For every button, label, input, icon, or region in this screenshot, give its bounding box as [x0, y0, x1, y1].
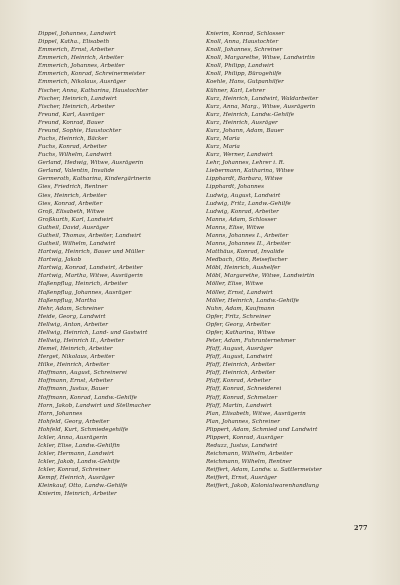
directory-entry: Reduzz, Justus, Landwirt: [206, 442, 278, 449]
directory-entry: Ickler, Elise, Landw.-Gehilfin: [38, 442, 120, 449]
directory-entry: Kurz, Maria: [206, 144, 240, 151]
directory-entry: Manns, Adam, Schlosser: [206, 216, 277, 223]
directory-entry: Reichmann, Wilhelm, Arbeiter: [206, 451, 293, 458]
directory-entry: Knoll, Johannes, Schreiner: [206, 47, 283, 54]
directory-entry: Pfaff, Martin, Landwirt: [206, 402, 272, 409]
directory-entry: Freund, Karl, Ausräger: [38, 111, 105, 118]
directory-entry: Plippert, Konrad, Ausräger: [206, 434, 284, 441]
directory-entry: Freund, Konrad, Bauer: [38, 119, 104, 126]
directory-entry: Plan, Elisabeth, Witwe, Ausrägerin: [206, 410, 306, 417]
directory-entry: Haßenpflug, Heinrich, Arbeiter: [38, 281, 128, 288]
directory-entry: Hartwig, Martha, Witwe, Ausrägerin: [38, 273, 143, 280]
directory-entry: Heide, Georg, Landwirt: [38, 313, 106, 320]
directory-entry: Hoffmann, Justus, Bauer: [38, 386, 109, 393]
directory-entry: Hoffmann, Konrad, Landw.-Gehilfe: [38, 394, 137, 401]
directory-entry: Hartwig, Jakob: [38, 257, 82, 264]
directory-entry: Hemel, Heinrich, Arbeiter: [38, 346, 113, 353]
directory-entry: Plippert, Adam, Schmied und Landwirt: [206, 426, 318, 433]
directory-entry: Knierim, Heinrich, Arbeiter: [38, 491, 117, 498]
directory-entry: Möller, Elise, Witwe: [206, 281, 264, 288]
directory-entry: Gerland, Hedwig, Witwe, Ausrägerin: [38, 160, 144, 167]
directory-entry: Hellwig, Anton, Arbeiter: [38, 321, 109, 328]
directory-entry: Liebermann, Katharina, Witwe: [206, 168, 294, 175]
directory-entry: Großkurth, Karl, Landwirt: [38, 216, 114, 223]
directory-entry: Gerland, Valentin, Invalide: [38, 168, 115, 175]
directory-entry: Fischer, Heinrich, Arbeiter: [38, 103, 115, 110]
directory-entry: Kühner, Karl, Lehrer: [206, 87, 266, 94]
directory-entry: Lehr, Johannes, Lehrer i. R.: [206, 160, 285, 167]
directory-entry: Pfaff, Konrad, Schneiderei: [206, 386, 282, 393]
directory-entry: Emmerich, Ernst, Arbeiter: [38, 47, 114, 54]
directory-entry: Knoll, Philipp, Landwirt: [206, 63, 274, 70]
directory-entry: Horn, Jakob, Landwirt und Stellmacher: [38, 402, 151, 409]
directory-entry: Hoffmann, August, Schreinerei: [38, 370, 127, 377]
directory-entry: Kleinkauf, Otto, Landw.-Gehilfe: [38, 483, 128, 490]
directory-entry: Gies, Friedrich, Rentner: [38, 184, 108, 191]
directory-entry: Herget, Nikolaus, Arbeiter: [38, 354, 115, 361]
directory-entry: Pfaff, August, Ausräger: [206, 346, 273, 353]
directory-entry: Opfer, Georg, Arbeiter: [206, 321, 271, 328]
directory-entry: Hellwig, Heinrich II., Arbeiter: [38, 337, 125, 344]
directory-entry: Manns, Elise, Witwe: [206, 224, 265, 231]
directory-entry: Knoll, Anna, Haustochter: [206, 39, 279, 46]
directory-entry: Nuhn, Adam, Kaufmann: [206, 305, 275, 312]
directory-entry: Knierim, Konrad, Schlosser: [206, 31, 285, 37]
directory-entry: Hehr, Adam, Schreiner: [38, 305, 104, 312]
directory-entry: Knoll, Margarethe, Witwe, Landwirtin: [206, 55, 315, 62]
directory-entry: Hoffmann, Ernst, Arbeiter: [38, 378, 113, 385]
directory-entry: Manns, Johannes II., Arbeiter: [206, 241, 291, 248]
directory-entry: Emmerich, Heinrich, Arbeiter: [38, 55, 124, 62]
directory-entry: Kurz, Heinrich, Ausräger: [206, 119, 278, 126]
directory-entry: Pfaff, Heinrich, Arbeiter: [206, 370, 276, 377]
directory-entry: Kurz, Anna, Marg., Witwe, Ausrägerin: [206, 103, 316, 110]
directory-entry: Reiffert, Ernst, Ausräger: [206, 475, 277, 482]
directory-entry: Opfer, Katharina, Witwe: [206, 329, 276, 336]
directory-entry: Kurz, Heinrich, Landwirt, Waldarbeiter: [206, 95, 319, 102]
directory-entry: Germeroth, Katharina, Kindergärtnerin: [38, 176, 151, 183]
directory-entry: Dippel, Johannes, Landwirt: [38, 31, 116, 37]
directory-entry: Ickler, Anna, Ausrägerin: [38, 434, 108, 441]
directory-entry: Möller, Heinrich, Landw.-Gehilfe: [206, 297, 299, 304]
directory-entry: Groß, Elisabeth, Witwe: [38, 208, 105, 215]
directory-entry: Ludwig, August, Landwirt: [206, 192, 281, 199]
directory-entry: Reiffert, Adam, Landw. u. Sattlermeister: [206, 467, 322, 474]
directory-entry: Fuchs, Wilhelm, Landwirt: [38, 152, 112, 159]
directory-entry: Fuchs, Heinrich, Bäcker: [38, 136, 108, 143]
directory-entry: Kurz, Heinrich, Landw.-Gehilfe: [206, 111, 295, 118]
directory-entry: Horn, Johannes: [38, 410, 83, 417]
directory-entry: Reiffert, Jakob, Kolonialwarenhandlung: [206, 483, 319, 490]
right-column: [206, 30, 378, 490]
directory-entry: Reichmann, Wilhelm, Rentner: [206, 459, 292, 466]
directory-entry: Möller, Ernst, Landwirt: [206, 289, 273, 296]
directory-entry: Emmerich, Johannes, Arbeiter: [38, 63, 125, 70]
directory-entry: Freund, Sophie, Haustochter: [38, 127, 122, 134]
directory-entry: Opfer, Fritz, Schreiner: [206, 313, 271, 320]
directory-entry: Koehle, Hans, Gutpanhilfer: [206, 79, 284, 86]
directory-entry: Fischer, Heinrich, Landwirt: [38, 95, 117, 102]
directory-entry: Gutheil, Thomas, Arbeiter, Landwirt: [38, 232, 142, 239]
directory-entry: Lipphardt, Barbara, Witwe: [206, 176, 283, 183]
directory-entry: Peter, Adam, Fuhrunternehmer: [206, 337, 296, 344]
directory-entry: Matthäus, Konrad, Invalide: [206, 249, 284, 256]
directory-entry: Möbl, Margarethe, Witwe, Landwirtin: [206, 273, 315, 280]
directory-entry: Emmerich, Konrad, Schreinermeister: [38, 71, 146, 78]
directory-entry: Ickler, Konrad, Schreiner: [38, 467, 111, 474]
directory-entry: Gies, Heinrich, Arbeiter: [38, 192, 107, 199]
directory-entry: Medbach, Otto, Reisefischer: [206, 257, 288, 264]
directory-entry: Dippel, Katha., Elisabeth: [38, 39, 110, 46]
directory-entry: Manns, Johannes I., Arbeiter: [206, 232, 289, 239]
directory-entry: Ludwig, Konrad, Arbeiter: [206, 208, 279, 215]
directory-entry: Emmerich, Nikolaus, Ausräger: [38, 79, 126, 86]
directory-entry: Kempf, Heinrich, Ausräger: [38, 475, 115, 482]
directory-entry: Haßenpflug, Johannes, Ausräger: [38, 289, 132, 296]
directory-entry: Gies, Konrad, Arbeiter: [38, 200, 103, 207]
directory-entry: Kurz, Maria: [206, 136, 240, 143]
directory-entry: Fischer, Anna, Katharina, Haustochter: [38, 87, 149, 94]
directory-entry: Kurz, Werner, Landwirt: [206, 152, 273, 159]
directory-entry: Möbl, Heinrich, Aushelfer: [206, 265, 281, 272]
directory-entry: Knoll, Philipp, Bürogehilfe: [206, 71, 282, 78]
directory-entry: Pfaff, Konrad, Arbeiter: [206, 378, 271, 385]
directory-entry: Hellwig, Heinrich, Land- und Gastwirt: [38, 329, 148, 336]
directory-entry: Ludwig, Fritz, Landw.-Gehilfe: [206, 200, 291, 207]
directory-entry: Pfaff, August, Landwirt: [206, 354, 273, 361]
directory-entry: Plan, Johannes, Schreiner: [206, 418, 280, 425]
directory-entry: Ickler, Jakob, Landw.-Gehilfe: [38, 459, 120, 466]
directory-entry: Hohfeld, Georg, Arbeiter: [38, 418, 110, 425]
left-column: [38, 30, 186, 499]
directory-entry: Pfaff, Heinrich, Arbeiter: [206, 362, 276, 369]
page-number: 277: [354, 524, 368, 532]
directory-entry: Haßenpflug, Martha: [38, 297, 97, 304]
directory-entry: Hilke, Heinrich, Arbeiter: [38, 362, 110, 369]
directory-entry: Hohfeld, Kurt, Schmiedegehilfe: [38, 426, 129, 433]
directory-entry: Gutheil, Wilhelm, Landwirt: [38, 241, 116, 248]
directory-entry: Lipphardt, Johannes: [206, 184, 264, 191]
directory-entry: Hartwig, Heinrich, Bauer und Müller: [38, 249, 145, 256]
directory-entry: Gutheil, David, Ausräger: [38, 224, 109, 231]
directory-entry: Ickler, Hermann, Landwirt: [38, 451, 114, 458]
directory-entry: Pfaff, Konrad, Schmelzer: [206, 394, 278, 401]
directory-entry: Fuchs, Konrad, Arbeiter: [38, 144, 107, 151]
directory-entry: Kurz, Johann, Adam, Bauer: [206, 127, 284, 134]
directory-entry: Hartwig, Konrad, Landwirt, Arbeiter: [38, 265, 143, 272]
